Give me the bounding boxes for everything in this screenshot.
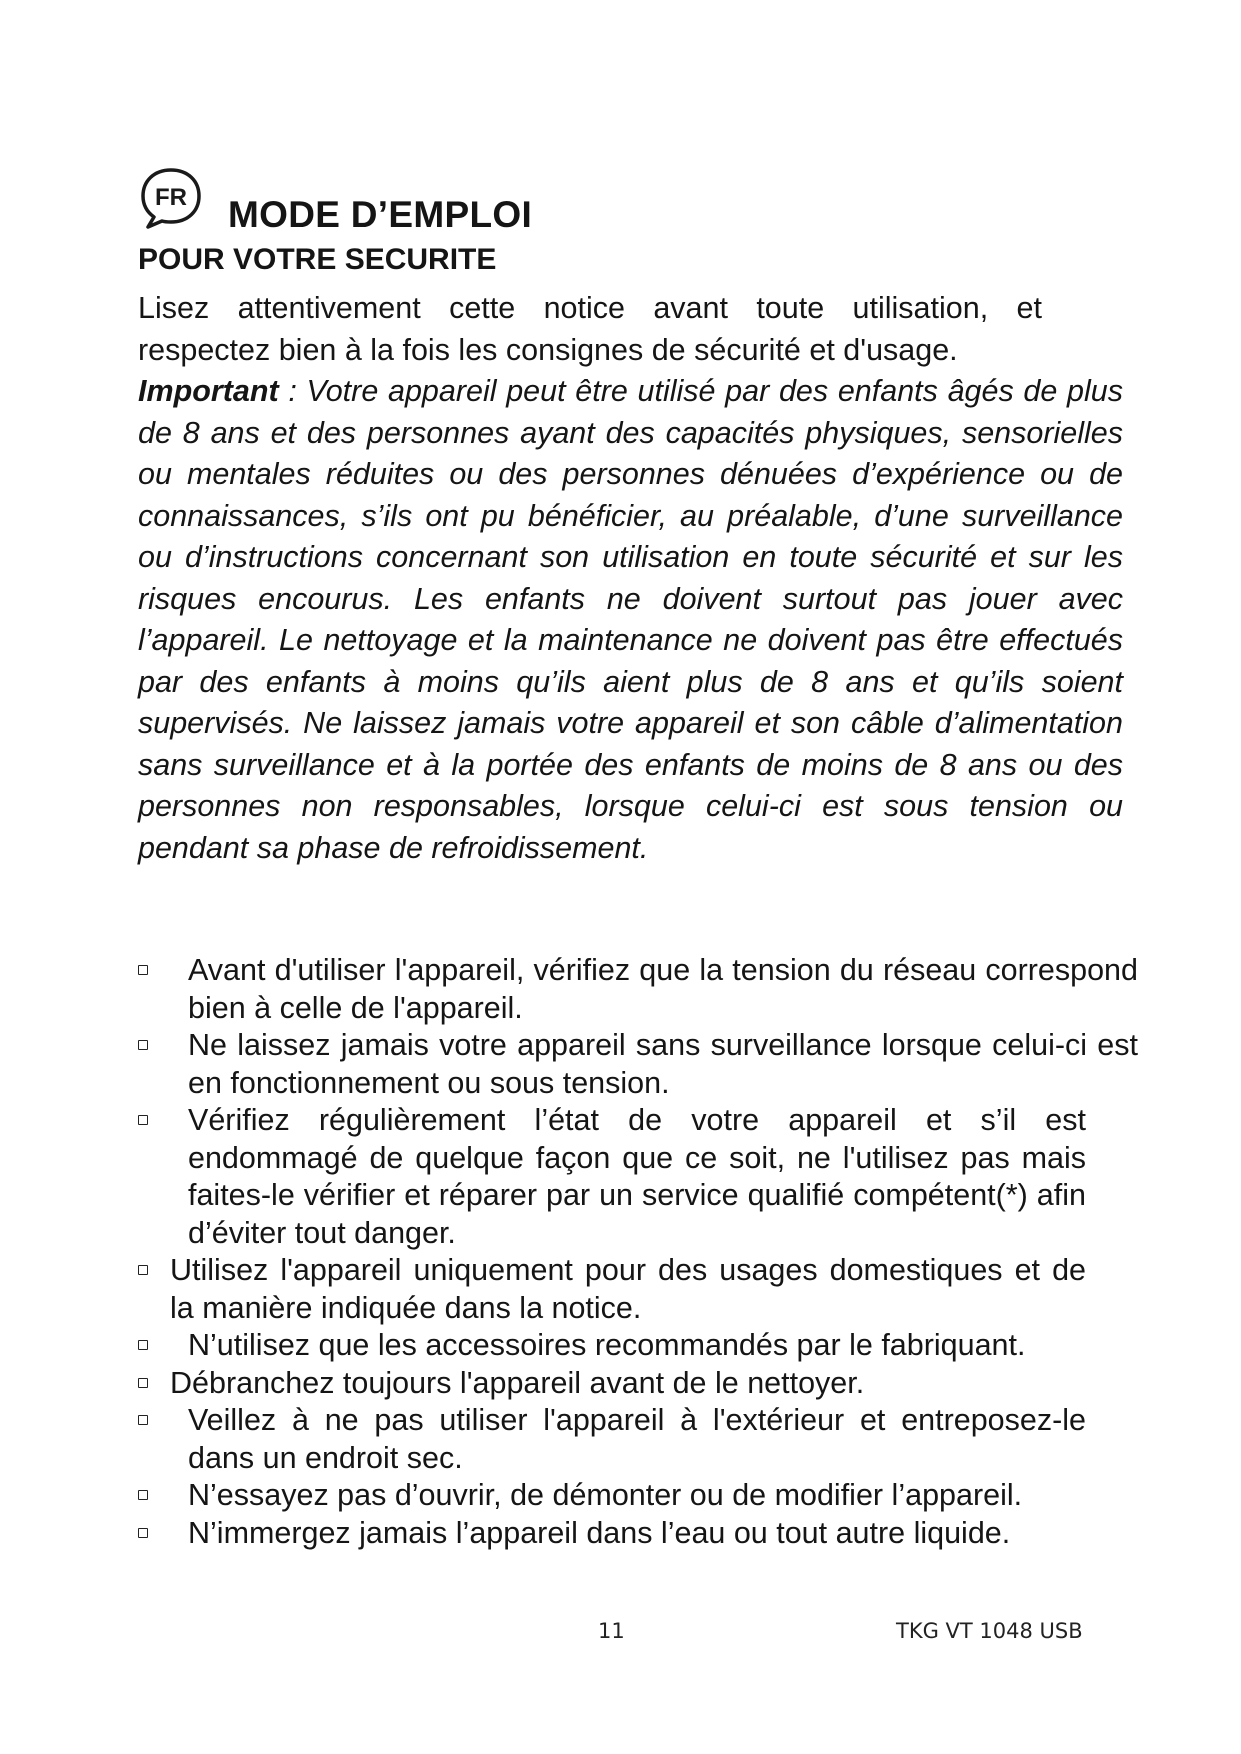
checkbox-bullet-icon <box>138 1265 148 1275</box>
important-text: : Votre appareil peut être utilisé par des enfants âgés de plus de 8 ans et des personnes ayant des capacités physiques, sensorielles ou mentales réduites ou des personnes dénuées d’expérience ou de connaissances, s’ils ont pu bénéficier, au préalable, d’une surveillance ou d’instructions concernant son utilisation en toute sécurité et sur les risques encourus. Les enfants ne doivent surtout pas jouer avec l’appareil. Le nettoyage et la maintenance ne doivent pas être effectués par des enfants à moins qu’ils aient plus de 8 ans et qu’ils soient supervisés. Ne laissez jamais votre appareil et son câble d’alimentation sans surveillance et à la portée des enfants de moins de 8 ans ou des personnes non responsables, lorsque celui-ci est sous tension ou pendant sa phase de refroidissement. <box>138 374 1123 865</box>
intro-paragraph: Lisez attentivement cette notice avant toute utilisation, et respectez bien à la fois les consignes de sécurité et d'usage. <box>138 291 1042 367</box>
list-item <box>138 1327 1138 1365</box>
language-badge-label: FR <box>155 184 187 211</box>
checkbox-bullet-icon <box>138 1040 148 1050</box>
checkbox-bullet-icon <box>138 1528 148 1538</box>
list-item <box>138 952 1138 1027</box>
list-item-text: Ne laissez jamais votre appareil sans surveillance lorsque celui-ci est en fonctionnement ou sous tension. <box>188 1028 1138 1100</box>
list-item-text: Utilisez l'appareil uniquement pour des usages domestiques et de la manière indiquée dans la notice. <box>170 1253 1086 1325</box>
list-item-text: Débranchez toujours l'appareil avant de le nettoyer. <box>170 1365 865 1400</box>
list-item-text: Avant d'utiliser l'appareil, vérifiez que la tension du réseau correspond bien à celle de l'appareil. <box>188 953 1138 1025</box>
list-item <box>138 1402 1138 1477</box>
list-item <box>138 1365 1138 1403</box>
language-badge-icon <box>138 166 204 230</box>
checkbox-bullet-icon <box>138 1115 148 1125</box>
checkbox-bullet-icon <box>138 965 148 975</box>
list-item-text: N’utilisez que les accessoires recommandés par le fabriquant. <box>188 1328 1026 1362</box>
list-item <box>138 1102 1138 1252</box>
checkbox-bullet-icon <box>138 1415 148 1425</box>
list-item <box>138 1477 1138 1515</box>
important-label: Important <box>138 374 279 408</box>
list-item <box>138 1252 1138 1327</box>
list-item-text: N’immergez jamais l’appareil dans l’eau ou tout autre liquide. <box>188 1515 1011 1550</box>
page-number: 11 <box>598 1619 625 1643</box>
list-item-text: Vérifiez régulièrement l’état de votre appareil et s’il est endommagé de quelque façon que ce soit, ne l'utilisez pas mais faites-le vérifier et réparer par un service qualifié compétent(*) afin d’éviter tout danger. <box>188 1103 1086 1250</box>
checkbox-bullet-icon <box>138 1340 148 1350</box>
important-paragraph <box>138 371 1123 869</box>
list-item-text: N’essayez pas d’ouvrir, de démonter ou de modifier l’appareil. <box>188 1478 1023 1512</box>
model-name: TKG VT 1048 USB <box>896 1619 1083 1643</box>
list-item <box>138 1515 1138 1553</box>
checkbox-bullet-icon <box>138 1378 148 1388</box>
safety-list <box>138 952 1138 1552</box>
list-item-text: Veillez à ne pas utiliser l'appareil à l'extérieur et entreposez-le dans un endroit sec. <box>188 1403 1086 1475</box>
checkbox-bullet-icon <box>138 1490 148 1500</box>
page-title: MODE D’EMPLOI <box>228 194 533 235</box>
list-item <box>138 1027 1138 1102</box>
section-title: POUR VOTRE SECURITE <box>138 243 497 276</box>
